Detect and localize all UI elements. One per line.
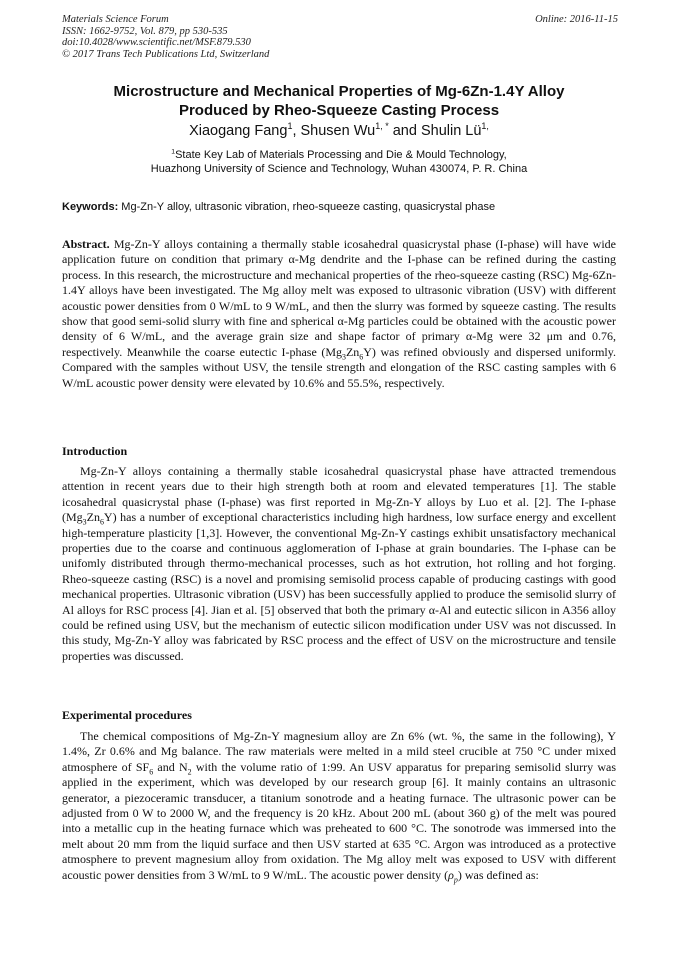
author-3-affil: 1, bbox=[481, 121, 489, 132]
doi-line: doi:10.4028/www.scientific.net/MSF.879.530 bbox=[62, 37, 251, 48]
keywords bbox=[62, 200, 616, 214]
exp-text: ) was defined as: bbox=[457, 867, 539, 882]
author-2-affil: 1, * bbox=[375, 121, 389, 132]
keywords-text: Mg-Zn-Y alloy, ultrasonic vibration, rheo-squeeze casting, quasicrystal phase bbox=[118, 201, 496, 213]
subscript: 3 bbox=[342, 352, 346, 362]
title-line-2: Produced by Rheo-Squeeze Casting Process bbox=[178, 102, 500, 119]
copyright-line: © 2017 Trans Tech Publications Ltd, Switzerland bbox=[62, 48, 270, 60]
author-2: Shusen Wu bbox=[300, 123, 376, 139]
affiliation bbox=[62, 148, 616, 176]
title-line-1: Microstructure and Mechanical Properties of Mg-6Zn-1.4Y Alloy bbox=[113, 83, 565, 100]
abstract-text: Y) was refined obviously and dispersed uniformly. Compared with the samples without USV, the tensile strength and elongation of the RSC casting samples with 6 W/mL acoustic power density were elevated by 10.6% and 55.5%, respectively. bbox=[62, 344, 616, 390]
experimental-paragraph bbox=[62, 729, 616, 883]
subscript: 6 bbox=[99, 517, 104, 527]
issn-line: ISSN: 1662-9752, Vol. 879, pp 530-535 bbox=[62, 25, 228, 37]
exp-text: with the volume ratio of 1:99. An USV apparatus for preparing semisolid slurry was applied in the experiment, which was developed by our research group [6]. It mainly contains an ultrasonic generator, a piezoceramic transducer, a titanium sonotrode and a heating furnace. The ultrasonic power can be adjusted from 0 W to 2000 W, and the frequency is 20 kHz. About 200 mL (about 360 g) of the melt was poured into a metallic cup in the heating furnace which was preheated to 600 °C. The sonotrode was immersed into the melt about 20 mm from the liquid surface and then USV started at 635 °C. Argon was introduced as a protective atmosphere to prevent magnesium alloy from oxidation. The Mg alloy melt was exposed to USV with different acoustic power densities from 3 W/mL to 9 W/mL. The acoustic power density ( bbox=[62, 759, 617, 882]
paper-title bbox=[62, 82, 616, 120]
author-separator: and bbox=[388, 123, 421, 139]
abstract-paragraph bbox=[62, 237, 616, 391]
intro-text: Y) has a number of exceptional characteristics including high hardness, low surface energy and excellent high-temperature plasticity [1,3]. However, the conventional Mg-Zn-Y castings exhibit unsatisfactory mechanical properties due to the coarse and continuous agglomeration of I-phase at grain boundaries. The I-phase can be unifomly distributed through thermo-mechanical processes, such as hot extrution, hot rolling and hot forging. Rheo-squeeze casting (RSC) is a novel and promising semisolid process capable of producing castings with good mechanical properties. Ultrasonic vibration (USV) has been successfully applied to produce the semisolid slurry of Al alloys for RSC process [4]. Jian et al. [5] observed that both the primary α-Al and eutectic silicon in A356 alloy could be refined using USV, but the mechanism of eutectic silicon modification under USV was not discussed. In this study, Mg-Zn-Y alloy was fabricated by RSC process and the effect of USV on the microstructure and tensile properties was discussed. bbox=[62, 510, 616, 663]
exp-text: and N bbox=[153, 759, 188, 774]
intro-text: Mg-Zn-Y alloys containing a thermally stable icosahedral quasicrystal phase have attracted tremendous attention in recent years due to their high strength both at room and elevated temperatures [1]. The stable icosahedral quasicrystal phase (I-phase) was first reported in Mg-Zn-Y alloys by Luo et al. [2]. The I-phase (Mg bbox=[62, 464, 616, 525]
affil-line-2: Huazhong University of Science and Technology, Wuhan 430074, P. R. China bbox=[150, 163, 528, 175]
introduction-heading: Introduction bbox=[62, 444, 128, 458]
author-1-affil: 1 bbox=[287, 121, 293, 132]
author-3: Shulin Lü bbox=[420, 123, 482, 139]
abstract-label: Abstract. bbox=[62, 237, 110, 251]
abstract-text: Mg-Zn-Y alloys containing a thermally stable icosahedral quasicrystal phase (I-phase) will have wide application future on condition that primary α-Mg dendrite and the I-phase can be refined during the casting process. In this research, the microstructure and mechanical properties of the rheo-squeeze casting (RSC) Mg-6Zn-1.4Y alloys have been investigated. The Mg alloy melt was exposed to ultrasonic vibration (USV) with different acoustic power densities from 0 W/mL to 9 W/mL, and then the slurry was formed by squeeze casting. The results show that good semi-solid slurry with fine and spherical α-Mg particles could be obtained with the acoustic power density of 6 W/mL, and the average grain size and shape factor of primary α-Mg were 32 μm and 0.76, respectively. Meanwhile the coarse eutectic I-phase (Mg bbox=[62, 237, 616, 359]
experimental-heading: Experimental procedures bbox=[62, 708, 192, 722]
affil-marker: 1 bbox=[171, 148, 176, 156]
affil-line-1: State Key Lab of Materials Processing and Die & Mould Technology, bbox=[175, 149, 507, 161]
introduction-paragraph bbox=[62, 464, 616, 664]
journal-name: Materials Science Forum bbox=[62, 14, 169, 25]
subscript: p bbox=[453, 875, 458, 885]
author-separator: , bbox=[292, 123, 301, 139]
abstract-text: Zn bbox=[345, 344, 360, 359]
subscript: 6 bbox=[149, 767, 154, 777]
journal-header bbox=[62, 14, 618, 60]
intro-text: Zn bbox=[86, 510, 100, 525]
subscript: 6 bbox=[359, 352, 364, 362]
keywords-label: Keywords: bbox=[62, 201, 119, 213]
author-1: Xiaogang Fang bbox=[189, 123, 288, 139]
online-date: Online: 2016-11-15 bbox=[535, 14, 618, 25]
subscript: 2 bbox=[187, 767, 192, 777]
subscript: 3 bbox=[82, 517, 87, 527]
rho-symbol: ρ bbox=[448, 867, 454, 882]
author-list bbox=[62, 122, 616, 140]
exp-text: The chemical compositions of Mg-Zn-Y magnesium alloy are Zn 6% (wt. %, the same in the following), Y 1.4%, Zr 0.6% and Mg balance. The raw materials were melted in a mild steel crucible at 750 °C under mixed atmosphere of SF bbox=[62, 729, 616, 774]
